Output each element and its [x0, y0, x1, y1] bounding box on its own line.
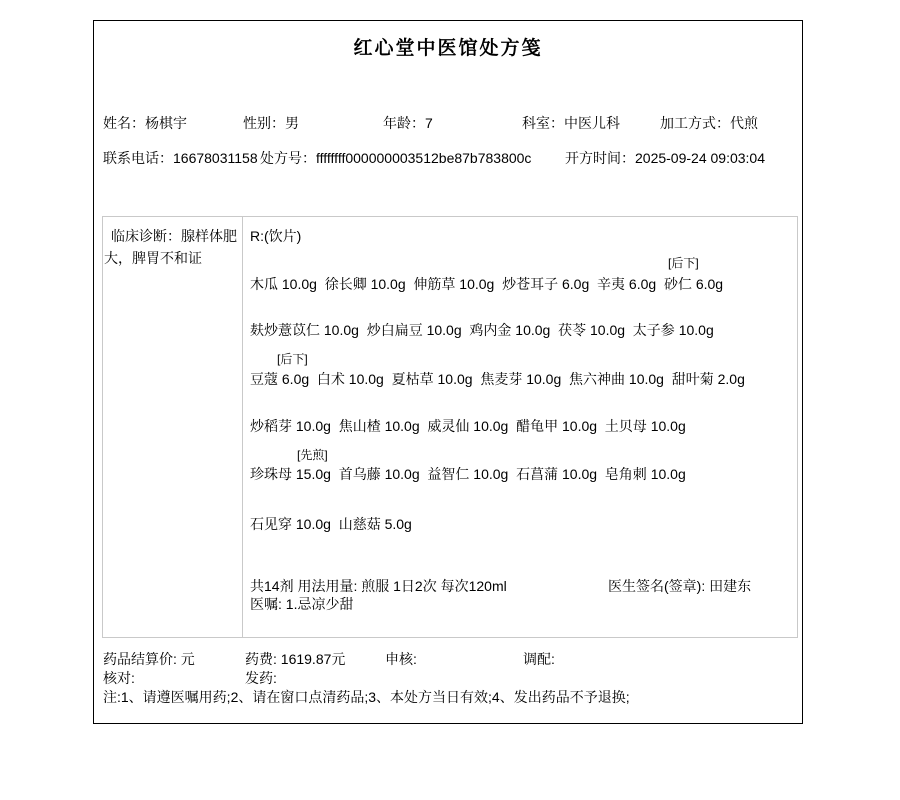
dosage-summary: 共14剂 用法用量: 煎服 1日2次 每次120ml: [250, 578, 507, 594]
clinical-diagnosis: 临床诊断：腺样体肥大，脾胃不和证: [104, 228, 237, 266]
prescription-number-field: 处方号：ffffffff000000003512be87b783800c: [260, 150, 532, 166]
medicine-fee-field: 药费: 1619.87元: [245, 651, 346, 667]
herb-line-4: 炒稻芽 10.0g 焦山楂 10.0g 威灵仙 10.0g 醋龟甲 10.0g 土贝母 10.0g: [250, 418, 686, 434]
rx-header: R:(饮片): [250, 228, 302, 244]
department-field: 科室：中医儿科: [522, 115, 620, 131]
doctor-advice: 医嘱: 1.忌凉少甜: [250, 596, 354, 612]
phone-field: 联系电话：16678031158: [103, 150, 258, 166]
decoct-later-tag-1: [后下]: [668, 256, 699, 270]
herb-line-1: 木瓜 10.0g 徐长卿 10.0g 伸筋草 10.0g 炒苍耳子 6.0g 辛夷 6.0g 砂仁 6.0g: [250, 276, 724, 292]
compound-field: 调配:: [523, 651, 555, 667]
sheet-title: 红心堂中医馆处方笺: [353, 38, 543, 59]
herb-line-2: 麸炒薏苡仁 10.0g 炒白扁豆 10.0g 鸡内金 10.0g 茯苓 10.0g 太子参 10.0g: [250, 322, 714, 338]
footer-note: 注:1、请遵医嘱用药;2、请在窗口点清药品;3、本处方当日有效;4、发出药品不予退换;: [103, 689, 630, 705]
patient-name-field: 姓名：杨棋宇: [103, 115, 187, 131]
doctor-signature: 医生签名(签章): 田建东: [608, 578, 752, 594]
herb-line-3: 豆蔻 6.0g 白术 10.0g 夏枯草 10.0g 焦麦芽 10.0g 焦六神曲 10.0g 甜叶菊 2.0g: [250, 371, 745, 387]
patient-gender-field: 性别：男: [243, 115, 299, 131]
dispense-field: 发药:: [245, 670, 277, 686]
processing-method-field: 加工方式：代煎: [660, 115, 758, 131]
settlement-price-field: 药品结算价: 元: [103, 651, 195, 667]
decoct-later-tag-2: [后下]: [277, 352, 308, 366]
prescription-time-field: 开方时间：2025-09-24 09:03:04: [565, 150, 765, 166]
herb-line-6: 石见穿 10.0g 山慈菇 5.0g: [250, 516, 412, 532]
check-field: 核对:: [103, 670, 135, 686]
diagnosis-divider: [242, 216, 243, 638]
decoct-first-tag: [先煎]: [297, 448, 328, 462]
herb-line-5: 珍珠母 15.0g 首乌藤 10.0g 益智仁 10.0g 石菖蒲 10.0g 皂角刺 10.0g: [250, 466, 686, 482]
review-field: 申核:: [385, 651, 417, 667]
patient-age-field: 年龄：7: [383, 115, 433, 131]
